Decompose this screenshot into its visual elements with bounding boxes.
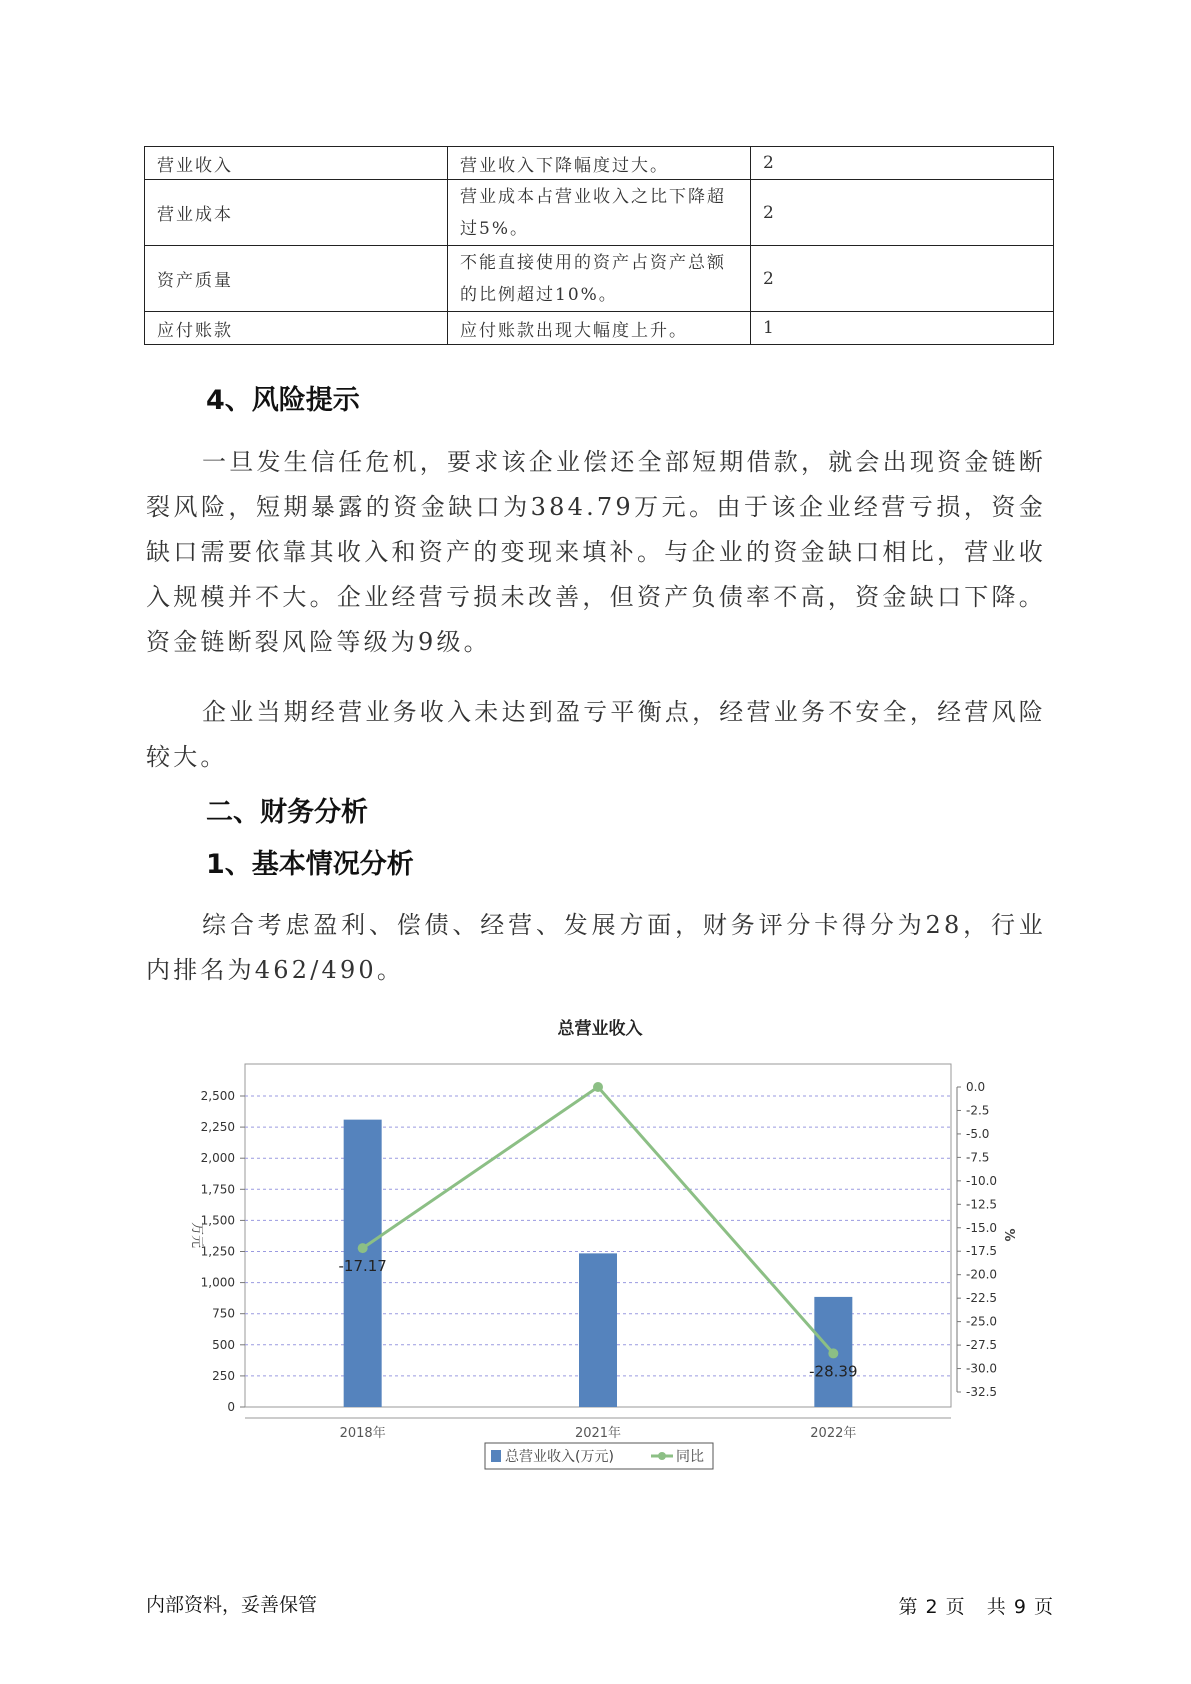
y2-tick-label: -30.0: [966, 1361, 998, 1376]
section-heading-risk: 4、风险提示: [206, 385, 360, 416]
legend-label-revenue: 总营业收入(万元): [505, 1449, 614, 1465]
risk-desc: 营业收入下降幅度过大。: [448, 147, 751, 180]
y2-tick-label: -2.5: [966, 1103, 990, 1118]
section-heading-finance: 二、财务分析: [206, 797, 368, 828]
chart-legend: [485, 1443, 713, 1469]
y-tick-label: 250: [212, 1368, 235, 1383]
revenue-chart: [160, 1010, 1040, 1480]
yoy-data-label: -28.39: [809, 1362, 858, 1381]
y2-tick-label: -10.0: [966, 1173, 998, 1188]
y-tick-label: 1,500: [200, 1213, 235, 1228]
y2-tick-label: -22.5: [966, 1291, 998, 1306]
page-total: 9: [1013, 1596, 1027, 1618]
y-axis: [201, 1089, 245, 1414]
chart-title: 总营业收入: [557, 1019, 643, 1039]
table-row: [145, 180, 1054, 246]
risk-count: 2: [751, 180, 1054, 246]
x-tick-label: 2021年: [574, 1426, 622, 1441]
y2-axis-label: %: [1001, 1228, 1016, 1242]
x-axis: [245, 1418, 951, 1441]
page-mid: 页 共: [945, 1596, 1007, 1618]
risk-paragraph-2: 企业当期经营业务收入未达到盈亏平衡点，经营业务不安全，经营风险较大。: [146, 698, 1046, 771]
legend-bar-swatch: [491, 1450, 501, 1462]
y2-tick-label: -15.0: [966, 1220, 998, 1235]
y-tick-label: 750: [212, 1306, 235, 1321]
risk-count: 1: [751, 312, 1054, 345]
yoy-point: [593, 1082, 603, 1092]
y2-tick-label: 0.0: [966, 1080, 986, 1094]
x-tick-label: 2018年: [339, 1426, 386, 1441]
risk-desc: 应付账款出现大幅度上升。: [448, 312, 751, 345]
risk-count: 2: [751, 147, 1054, 180]
y-tick-label: 2,250: [200, 1120, 235, 1135]
y-tick-label: 2,500: [200, 1089, 235, 1103]
y-tick-label: 2,000: [200, 1151, 235, 1166]
legend-label-yoy: 同比: [676, 1449, 704, 1465]
page-prefix: 第: [898, 1596, 919, 1618]
risk-item: 营业收入: [145, 147, 448, 180]
risk-item: 资产质量: [145, 246, 448, 312]
risk-count: 2: [751, 246, 1054, 312]
yoy-point: [828, 1348, 838, 1358]
legend-line-marker: [658, 1452, 666, 1460]
risk-desc: 营业成本占营业收入之比下降超过5%。: [448, 180, 751, 246]
yoy-data-label: -17.17: [338, 1257, 387, 1276]
y2-tick-label: -12.5: [966, 1197, 998, 1212]
y2-tick-label: -5.0: [966, 1126, 990, 1141]
risk-item: 应付账款: [145, 312, 448, 345]
y2-tick-label: -7.5: [966, 1150, 990, 1165]
bar: [579, 1253, 617, 1407]
finance-paragraph: 综合考虑盈利、偿债、经营、发展方面，财务评分卡得分为28，行业内排名为462/490。: [146, 911, 1046, 984]
y2-axis: [957, 1080, 997, 1399]
page-current: 2: [925, 1596, 939, 1618]
y2-tick-label: -27.5: [966, 1338, 998, 1353]
y2-tick-label: -25.0: [966, 1314, 998, 1329]
y-tick-label: 1,750: [200, 1182, 235, 1197]
y-tick-label: 1,000: [200, 1275, 235, 1290]
y2-tick-label: -32.5: [966, 1385, 998, 1399]
y-tick-label: 0: [227, 1400, 235, 1414]
table-row: [145, 147, 1054, 180]
risk-item: 营业成本: [145, 180, 448, 246]
x-tick-label: 2022年: [810, 1426, 857, 1441]
risk-desc: 不能直接使用的资产占资产总额的比例超过10%。: [448, 246, 751, 312]
page-suffix: 页: [1033, 1596, 1054, 1618]
risk-table: [144, 146, 1054, 345]
y-tick-label: 500: [212, 1337, 235, 1352]
footer-confidential: 内部资料，妥善保管: [146, 1594, 318, 1616]
yoy-point: [358, 1243, 368, 1253]
bars: [344, 1120, 853, 1407]
y-tick-label: 1,250: [200, 1244, 235, 1259]
y2-tick-label: -17.5: [966, 1244, 998, 1259]
table-row: [145, 312, 1054, 345]
sub-heading-basic: 1、基本情况分析: [206, 849, 414, 880]
risk-paragraph-1: 一旦发生信任危机，要求该企业偿还全部短期借款，就会出现资金链断裂风险，短期暴露的资金缺口为384.79万元。由于该企业经营亏损，资金缺口需要依靠其收入和资产的变现来填补。与企业的资金缺口相比，营业收入规模并不大。企业经营亏损未改善，但资产负债率不高，资金缺口下降。资金链断裂风险等级为9级。: [146, 448, 1046, 656]
table-row: [145, 246, 1054, 312]
y2-tick-label: -20.0: [966, 1267, 998, 1282]
y-axis-label: 万元: [189, 1221, 204, 1249]
page-number: [898, 1592, 1054, 1619]
